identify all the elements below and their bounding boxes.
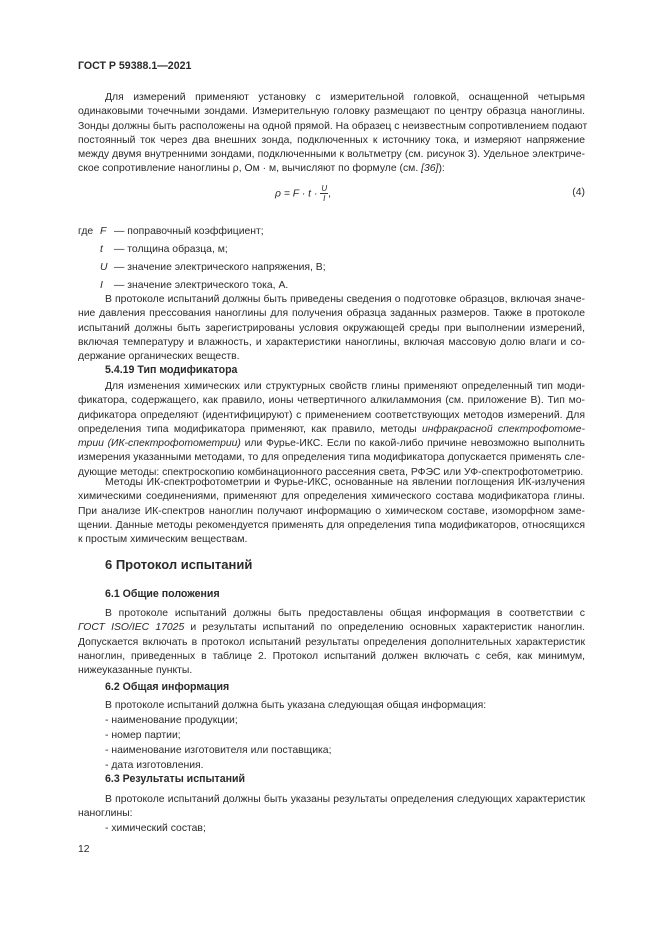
text-line: В протоколе испытаний должны быть указаны результаты определения следующих характеристик xyxy=(105,794,585,805)
text-line: - дата изготовления. xyxy=(105,760,204,771)
text-line: нижеуказанные пункты. xyxy=(78,665,193,677)
section-heading-6: 6 Протокол испытаний xyxy=(105,557,253,572)
text-line: В протоколе испытаний должна быть указана следующая общая информация: xyxy=(105,700,487,711)
italic-reference: инфракрасной спектрофотоме- xyxy=(421,423,585,435)
text-segment: ): xyxy=(438,163,445,175)
italic-reference: [36] xyxy=(421,163,439,175)
text-line: дующие методы: спектроскопию комбинационного рассеяния света, РФЭС или УФ-спектрофотометрию. xyxy=(78,466,584,478)
text-line: - номер партии; xyxy=(105,730,181,741)
formula: ρ = F · t · $\frac{U}{I}$ , xyxy=(275,184,331,203)
text-line: постоянный ток через два внешних зонда, подключенных к источнику тока, и измеряют напряжение xyxy=(78,134,585,146)
document-header: ГОСТ Р 59388.1—2021 xyxy=(78,60,192,72)
text-line xyxy=(78,162,585,176)
text-line: наноглины: xyxy=(78,808,133,820)
text-line: Допускается включать в протокол испытаний результаты определения дополнительных характеристик xyxy=(78,636,585,648)
where-item: где F — поправочный коэффициент; xyxy=(78,226,264,237)
formula-lhs: ρ = F · t · xyxy=(275,188,318,200)
section-heading-6-3: 6.3 Результаты испытаний xyxy=(105,773,246,785)
paragraph-results xyxy=(78,793,585,822)
text-line: измерения указанными методами, то для определения типа модификатора допускается применять сле- xyxy=(78,452,585,464)
italic-reference: трии (ИК-спектрофотометрии) xyxy=(78,438,241,450)
text-line: Для изменения химических или структурных свойств глины применяют определенный тип моди- xyxy=(105,381,585,392)
text-line xyxy=(78,621,585,635)
section-heading-6-2: 6.2 Общая информация xyxy=(105,681,230,693)
text-line: В протоколе испытаний должны быть предоставлены общая информация в соответствии с xyxy=(105,608,585,619)
text-line: - химический состав; xyxy=(105,823,206,834)
text-segment: определения типа модификатора применяют, как правило, методы xyxy=(78,423,422,435)
text-line: испытаний должны быть зарегистрированы условия окружающей среды при выполнении измерений, xyxy=(78,322,585,334)
text-line xyxy=(78,437,585,451)
paragraph-ir-methods xyxy=(78,476,585,547)
section-heading-6-1: 6.1 Общие положения xyxy=(105,588,220,600)
where-item: U — значение электрического напряжения, В; xyxy=(100,262,326,273)
text-line: Зонды должны быть расположены на одной прямой. На образец с неизвестным сопротивлением подают xyxy=(78,120,588,132)
where-item: I — значение электрического тока, А. xyxy=(100,280,289,291)
text-line: - наименование изготовителя или поставщика; xyxy=(105,745,332,756)
text-line: одинаковыми точечными зондами. Измерительную головку размещают по центру образца наноглины. xyxy=(78,106,585,118)
text-line: При анализе ИК-спектров наноглин получают информацию о химическом составе, изоморфном заме- xyxy=(78,505,585,517)
paragraph-method xyxy=(78,91,588,177)
text-line: - наименование продукции; xyxy=(105,715,238,726)
formula-number: (4) xyxy=(572,187,585,198)
results-list xyxy=(78,822,585,836)
paragraph-protocol-info xyxy=(78,293,585,364)
text-line: между двумя внутренними зондами, подключенными к вольтметру (см. рисунок 3). Удельное электриче- xyxy=(78,149,585,161)
text-segment: или Фурье-ИКС. Если по какой-либо причине невозможно выполнить xyxy=(240,438,585,450)
general-info-list xyxy=(78,698,585,773)
text-line: фикатора, содержащего, как правило, ионы четвертичного алкиламмония (см. приложение В). Тип мо- xyxy=(78,395,585,407)
text-line: ние давления прессования наноглины для получения образца заданных размеров. Также в протоколе xyxy=(78,308,585,320)
text-line: к простым химическим веществам. xyxy=(78,534,248,546)
text-segment: и результаты испытаний по определению основных характеристик наноглин. xyxy=(184,622,585,634)
page-number: 12 xyxy=(78,844,90,855)
text-line: держание органических веществ. xyxy=(78,351,240,363)
text-line: наноглин, приведенных в таблице 2. Протокол испытаний должен включать с себя, как минимум, xyxy=(78,650,585,662)
italic-reference: ГОСТ ISO/IEC 17025 xyxy=(78,622,185,634)
where-list xyxy=(78,224,585,294)
where-item: t — толщина образца, м; xyxy=(100,244,228,255)
text-line: Методы ИК-спектрофотометрии и Фурье-ИКС, основанные на явлении поглощения ИК-излучения xyxy=(105,477,585,488)
paragraph-modifier xyxy=(78,380,585,480)
text-line: дификатора определяют (идентифицируют) с применением соответствующих методов измерений. Для xyxy=(78,409,585,421)
text-segment: ское сопротивление наноглины ρ, Ом · м, вычисляют по формуле (см. xyxy=(78,163,422,175)
section-heading-5-4-19: 5.4.19 Тип модификатора xyxy=(105,364,238,376)
text-line: щении. Данные методы рекомендуется применять для определения типа модификаторов, относящихся xyxy=(78,519,585,531)
formula-fraction: $\frac{U}{I}$ xyxy=(321,184,328,203)
text-line: В протоколе испытаний должны быть приведены сведения о подготовке образцов, включая значе- xyxy=(105,294,585,305)
text-line xyxy=(78,423,585,437)
formula-block xyxy=(78,178,585,208)
paragraph-general xyxy=(78,607,585,678)
text-line: химическими соединениями, применяют для определения химического состава модификатора глины. xyxy=(78,491,585,503)
text-line: включая температуру и влажность, и характеристики наноглины, включая массовую долю влаги и со- xyxy=(78,336,585,348)
text-line: Для измерений применяют установку с измерительной головкой, оснащенной четырьмя xyxy=(105,92,585,103)
